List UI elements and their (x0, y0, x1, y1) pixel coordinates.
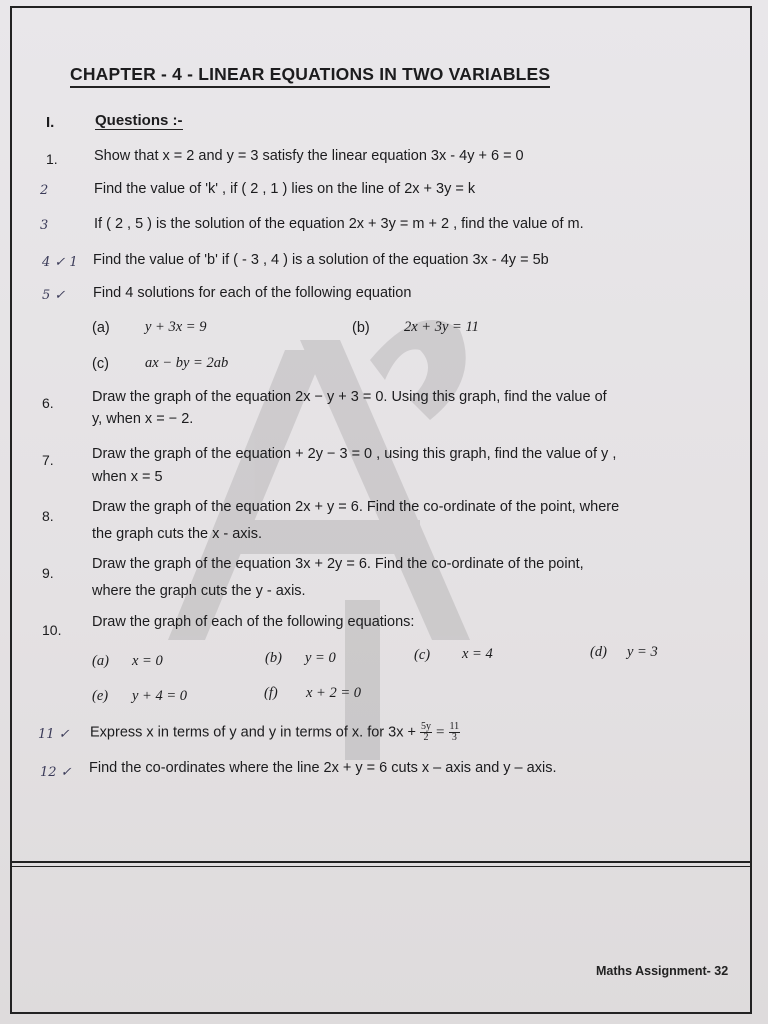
fraction (420, 722, 432, 743)
question-number: 6. (42, 395, 54, 411)
question-number: 1. (46, 151, 58, 167)
part-equation: 2x + 3y = 11 (404, 319, 479, 335)
bottom-rule-inner (12, 866, 750, 867)
section-heading: Questions :- (95, 112, 183, 129)
question-number: 10. (42, 622, 62, 638)
fraction-denominator: 2 (423, 732, 429, 743)
part-label: (f) (264, 685, 278, 701)
part-label: (c) (92, 356, 109, 372)
part-equation: y = 3 (627, 644, 658, 660)
question-text-line: Draw the graph of the equation 3x + 2y = 6. Find the co-ordinate of the point, (92, 556, 584, 572)
question-text-line: Draw the graph of the equation 2x − y + 3 = 0. Using this graph, find the value of (92, 389, 607, 405)
fraction-numerator: 11 (449, 721, 460, 732)
margin-mark: 3 (40, 218, 49, 233)
fraction-numerator: 5y (421, 721, 431, 732)
equals-sign: = (436, 724, 445, 741)
section-number: I. (46, 114, 55, 131)
question-text-line: where the graph cuts the y - axis. (92, 583, 306, 599)
part-label: (e) (92, 688, 109, 704)
question-text: Find the value of 'k' , if ( 2 , 1 ) lies on the line of 2x + 3y = k (94, 181, 476, 197)
question-text-line: Draw the graph of the equation 2x + y = 6. Find the co-ordinate of the point, where (92, 499, 620, 515)
part-label: (d) (590, 644, 607, 660)
margin-mark: 4 ✓ 1 (42, 255, 78, 270)
question-text: Draw the graph of each of the following equations: (92, 614, 415, 630)
part-label: (a) (92, 320, 110, 336)
margin-mark: 2 (40, 183, 49, 198)
question-text-line: Draw the graph of the equation + 2y − 3 = 0 , using this graph, find the value of y , (92, 446, 617, 462)
question-number: 9. (42, 565, 54, 581)
part-label: (a) (92, 653, 109, 669)
part-equation: y = 0 (305, 650, 336, 666)
question-text: Show that x = 2 and y = 3 satisfy the linear equation 3x - 4y + 6 = 0 (94, 148, 524, 164)
bottom-rule (12, 861, 750, 863)
part-label: (c) (414, 647, 431, 663)
part-label: (b) (265, 650, 282, 666)
part-label: (b) (352, 320, 370, 336)
part-equation: x = 4 (462, 646, 493, 662)
part-equation: x + 2 = 0 (306, 685, 362, 701)
margin-mark: 11 ✓ (38, 727, 70, 742)
part-equation: y + 3x = 9 (145, 319, 207, 335)
question-text-line: the graph cuts the x - axis. (92, 526, 263, 542)
margin-mark: 5 ✓ (42, 288, 66, 303)
question-text: Find 4 solutions for each of the following equation (93, 285, 412, 301)
page-footer: Maths Assignment- 32 (596, 964, 729, 978)
fraction-denominator: 3 (451, 732, 457, 743)
part-equation: ax − by = 2ab (145, 355, 229, 371)
question-text: If ( 2 , 5 ) is the solution of the equation 2x + 3y = m + 2 , find the value of m. (94, 216, 584, 232)
part-equation: x = 0 (132, 653, 163, 669)
question-number: 8. (42, 508, 54, 524)
question-text: Find the co-ordinates where the line 2x + y = 6 cuts x – axis and y – axis. (89, 760, 557, 776)
chapter-title: CHAPTER - 4 - LINEAR EQUATIONS IN TWO VARIABLES (70, 64, 550, 88)
fraction (449, 722, 461, 743)
question-text: Find the value of 'b' if ( - 3 , 4 ) is a solution of the equation 3x - 4y = 5b (93, 252, 549, 268)
question-text-main: Express x in terms of y and y in terms of x. for 3x + (90, 724, 416, 741)
part-equation: y + 4 = 0 (132, 688, 188, 704)
question-text-line: when x = 5 (92, 469, 163, 485)
question-number: 7. (42, 452, 54, 468)
question-text (90, 722, 460, 743)
question-text-line: y, when x = − 2. (92, 411, 194, 427)
margin-mark: 12 ✓ (40, 765, 72, 780)
